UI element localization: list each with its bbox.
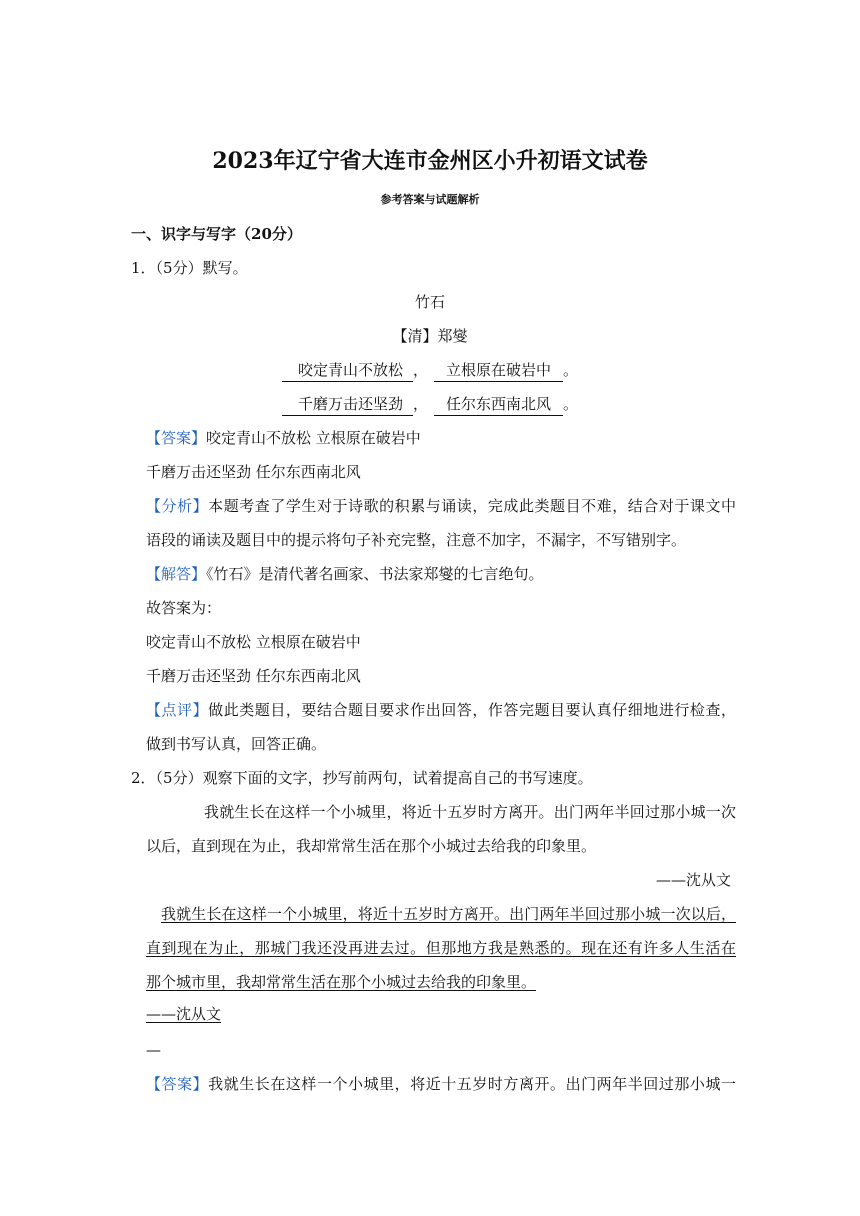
question-2-stem: 2．（5分）观察下面的文字，抄写前两句，试着提高自己的书写速度。: [131, 769, 593, 787]
solution-block: [146, 564, 544, 584]
comma: ，: [412, 361, 428, 379]
comment-tag: 【点评】: [146, 701, 209, 719]
answer-tag: 【答案】: [146, 1075, 209, 1093]
comment-text: 做此类题目，要结合题目要求作出回答，作答完题目要认真仔细地进行检查，: [208, 701, 736, 719]
analysis-block: [146, 496, 736, 516]
passage-author: ——沈从文: [655, 871, 731, 889]
section-heading: 一、识字与写字（20分）: [131, 225, 302, 243]
answer-tag: 【答案】: [146, 429, 207, 447]
poem-title: 竹石: [414, 293, 445, 311]
solution-text: 《竹石》是清代著名画家、书法家郑燮的七言绝句。: [206, 565, 544, 583]
solution-text-line-2: 故答案为：: [146, 599, 222, 617]
passage-line-2: 以后，直到现在为止，我却常常生活在那个小城过去给我的印象里。: [146, 837, 597, 855]
copy-line-2: 直到现在为止，那城门我还没再进去过。但那地方我是熟悉的。现在还有许多人生活在: [146, 939, 736, 957]
answer-text-line-2: 千磨万击还坚劲 任尔东西南北风: [146, 463, 361, 481]
answer-block: [146, 428, 421, 448]
copy-line-1: 我就生长在这样一个小城里，将近十五岁时方离开。出门两年半回过那小城一次以后，: [161, 905, 736, 923]
answer-2-block: [146, 1074, 736, 1094]
answer-text: 咬定青山不放松 立根原在破岩中: [206, 429, 421, 447]
blank-1: 咬定青山不放松: [282, 360, 413, 382]
answer-text: 我就生长在这样一个小城里，将近十五岁时方离开。出门两年半回过那小城一: [208, 1075, 736, 1093]
comment-block: [146, 700, 736, 720]
comment-text-line-2: 做到书写认真，回答正确。: [146, 735, 327, 753]
blank-2: 立根原在破岩中: [434, 360, 563, 382]
blank-3: 千磨万击还坚劲: [282, 394, 413, 416]
poem-line-2: [0, 394, 860, 416]
question-1-stem: 1．（5分）默写。: [131, 259, 248, 277]
solution-text-line-3: 咬定青山不放松 立根原在破岩中: [146, 633, 361, 651]
passage-line-1: 我就生长在这样一个小城里，将近十五岁时方离开。出门两年半回过那小城一次: [204, 803, 736, 821]
dash-mark: —: [146, 1041, 161, 1059]
page-title: 2023年辽宁省大连市金州区小升初语文试卷: [212, 148, 648, 174]
solution-tag: 【解答】: [146, 565, 207, 583]
analysis-text-line-2: 语段的诵读及题目中的提示将句子补充完整，注意不加字，不漏字，不写错别字。: [146, 531, 687, 549]
poem-line-1: [0, 360, 860, 382]
solution-text-line-4: 千磨万击还坚劲 任尔东西南北风: [146, 667, 361, 685]
analysis-text: 本题考查了学生对于诗歌的积累与诵读，完成此类题目不难，结合对于课文中: [208, 497, 736, 515]
copy-author: ——沈从文: [146, 1005, 222, 1023]
page-subtitle: 参考答案与试题解析: [380, 193, 480, 206]
analysis-tag: 【分析】: [146, 497, 209, 515]
blank-4: 任尔东西南北风: [434, 394, 563, 416]
period: 。: [563, 361, 579, 379]
copy-line-3: 那个城市里，我却常常生活在那个小城过去给我的印象里。: [146, 973, 537, 991]
poem-author: 【清】郑燮: [392, 327, 468, 345]
comma: ，: [412, 395, 428, 413]
period: 。: [563, 395, 579, 413]
